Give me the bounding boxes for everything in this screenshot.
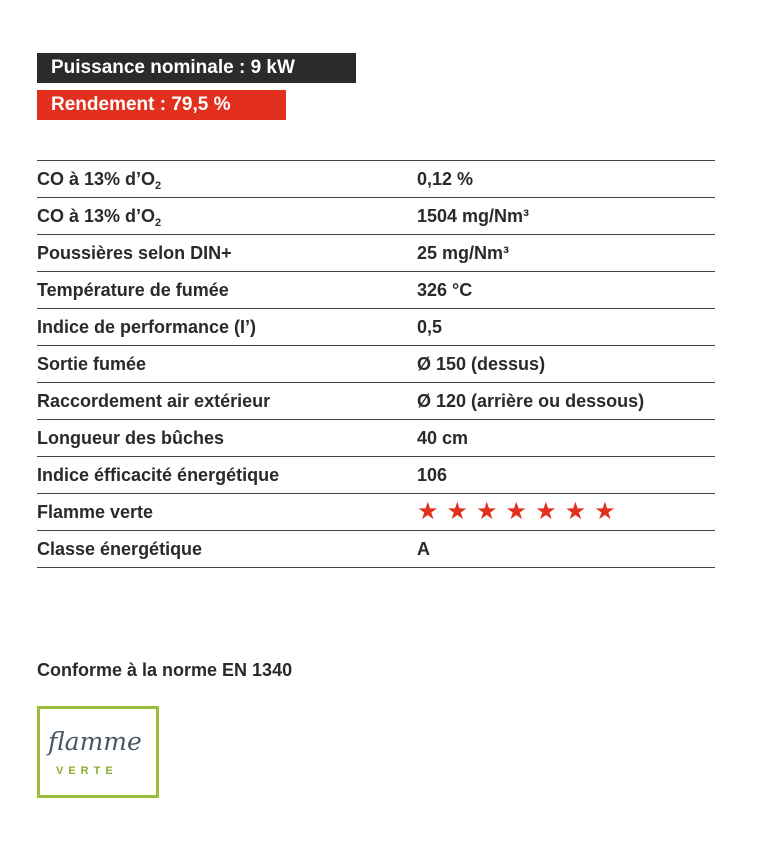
spec-label: Indice éfficacité énergétique [37,465,280,485]
spec-row-flamme-verte [37,494,715,531]
spec-row-flue-outlet [37,346,715,383]
spec-row-performance-index [37,309,715,346]
spec-value: 40 cm [417,428,469,448]
spec-row-log-length [37,420,715,457]
spec-label: Classe énergétique [37,539,203,559]
star-rating-icon: ★★★★★★★ [417,498,624,525]
spec-label: Température de fumée [37,280,229,300]
logo-script-text: flamme [48,727,142,756]
spec-value: Ø 150 (dessus) [417,354,546,374]
spec-label: Flamme verte [37,502,154,522]
rated-power-badge: Puissance nominale : 9 kW [37,53,356,83]
compliance-note: Conforme à la norme EN 1340 [37,660,293,680]
spec-label: CO à 13% $d’O_2$ [37,206,162,229]
spec-row-energy-index [37,457,715,494]
logo-word: VERTE [56,765,118,777]
spec-row-energy-class [37,531,715,568]
spec-value: 0,12 % [417,169,474,189]
spec-value: 25 mg/Nm³ [417,243,510,263]
spec-table [37,160,715,568]
spec-row-flue-temperature [37,272,715,309]
spec-label: Raccordement air extérieur [37,391,271,411]
spec-row-co-percent [37,161,715,198]
spec-value: Ø 120 (arrière ou dessous) [417,391,645,411]
spec-row-co-mg [37,198,715,235]
spec-value: 1504 mg/Nm³ [417,206,530,226]
spec-value: 326 °C [417,280,473,300]
spec-value: 0,5 [417,317,443,337]
spec-value: 106 [417,465,448,485]
efficiency-badge: Rendement : 79,5 % [37,90,286,120]
flamme-verte-logo [37,706,159,798]
spec-label: Poussières selon DIN+ [37,243,232,263]
spec-label: Sortie fumée [37,354,147,374]
spec-label: Indice de performance (I’) [37,317,257,337]
spec-value: A [417,539,430,559]
spec-label: CO à 13% $d’O_2$ [37,169,162,192]
spec-row-dust [37,235,715,272]
spec-row-outside-air [37,383,715,420]
spec-label: Longueur des bûches [37,428,225,448]
